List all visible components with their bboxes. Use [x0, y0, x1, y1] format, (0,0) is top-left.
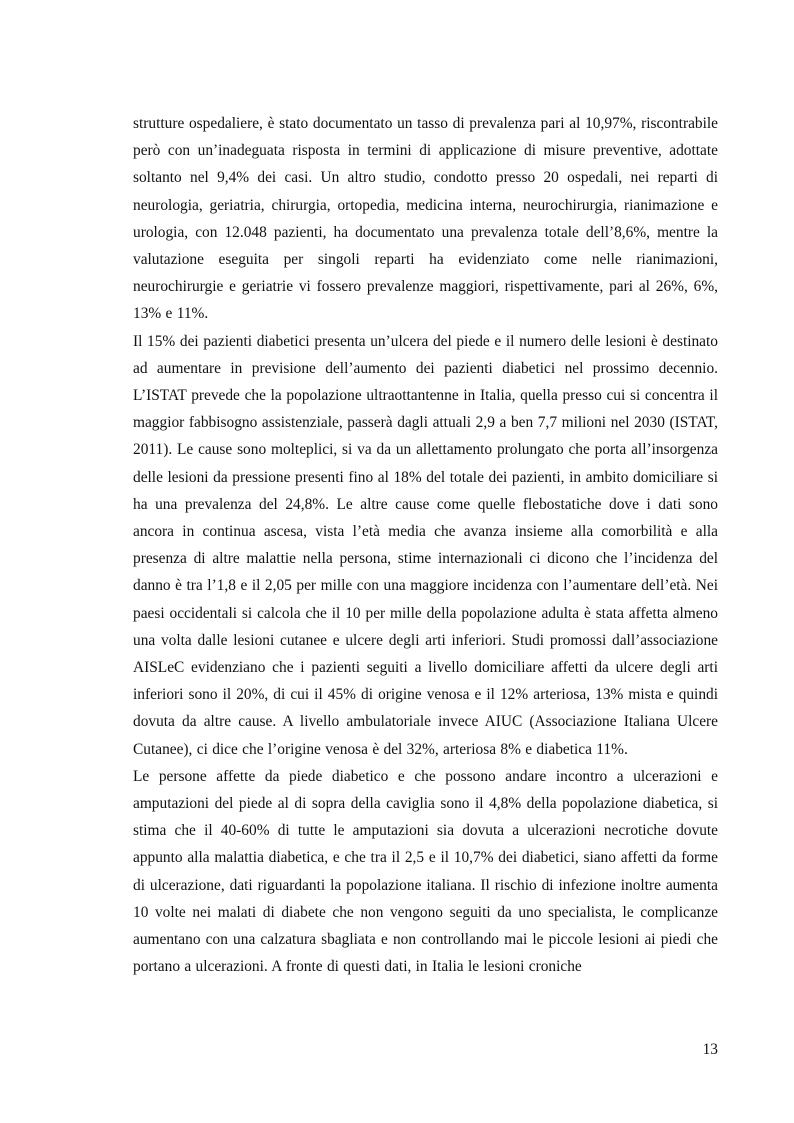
body-text [133, 110, 718, 981]
paragraph-3: Le persone affette da piede diabetico e che possono andare incontro a ulcerazioni e amputazioni del piede al di sopra della caviglia sono il 4,8% della popolazione diabetica, si stima che il 40-60% di tutte le amputazioni sia dovuta a ulcerazioni necrotiche dovute appunto alla malattia diabetica, e che tra il 2,5 e il 10,7% dei diabetici, siano affetti da forme di ulcerazione, dati riguardanti la popolazione italiana. Il rischio di infezione inoltre aumenta 10 volte nei malati di diabete che non vengono seguiti da uno specialista, le complicanze aumentano con una calzatura sbagliata e non controllando mai le piccole lesioni ai piedi che portano a ulcerazioni. A fronte di questi dati, in Italia le lesioni croniche [133, 767, 718, 976]
paragraph-1: strutture ospedaliere, è stato documentato un tasso di prevalenza pari al 10,97%, riscontrabile però con un’inadeguata risposta in termini di applicazione di misure preventive, adottate soltanto nel 9,4% dei casi. Un altro studio, condotto presso 20 ospedali, nei reparti di neurologia, geriatria, chirurgia, ortopedia, medicina interna, neurochirurgia, rianimazione e urologia, con 12.048 pazienti, ha documentato una prevalenza totale dell’8,6%, mentre la valutazione eseguita per singoli reparti ha evidenziato come nelle rianimazioni, neurochirurgie e geriatrie vi fossero prevalenze maggiori, rispettivamente, pari al 26%, 6%, 13% e 11%. [133, 115, 718, 323]
page-number: 13 [702, 1041, 718, 1058]
paragraph-2: Il 15% dei pazienti diabetici presenta un’ulcera del piede e il numero delle lesioni è destinato ad aumentare in previsione dell’aumento dei pazienti diabetici nel prossimo decennio. L’ISTAT prevede che la popolazione ultraottantenne in Italia, quella presso cui si concentra il maggior fabbisogno assistenziale, passerà dagli attuali 2,9 a ben 7,7 milioni nel 2030 (ISTAT, 2011). Le cause sono molteplici, si va da un allettamento prolungato che porta all’insorgenza delle lesioni da pressione presenti fino al 18% del totale dei pazienti, in ambito domiciliare si ha una prevalenza del 24,8%. Le altre cause come quelle flebostatiche dove i dati sono ancora in continua ascesa, vista l’età media che avanza insieme alla comorbilità e alla presenza di altre malattie nella persona, stime internazionali ci dicono che l’incidenza del danno è tra l’1,8 e il 2,05 per mille con una maggiore incidenza con l’aumentare dell’età. Nei paesi occidentali si calcola che il 10 per mille della popolazione adulta è stata affetta almeno una volta dalle lesioni cutanee e ulcere degli arti inferiori. Studi promossi dall’associazione AISLeC evidenziano che i pazienti seguiti a livello domiciliare affetti da ulcere degli arti inferiori sono il 20%, di cui il 45% di origine venosa e il 12% arteriosa, 13% mista e quindi dovuta da altre cause. A livello ambulatoriale invece AIUC (Associazione Italiana Ulcere Cutanee), ci dice che l’origine venosa è del 32%, arteriosa 8% e diabetica 11%. [133, 332, 718, 758]
